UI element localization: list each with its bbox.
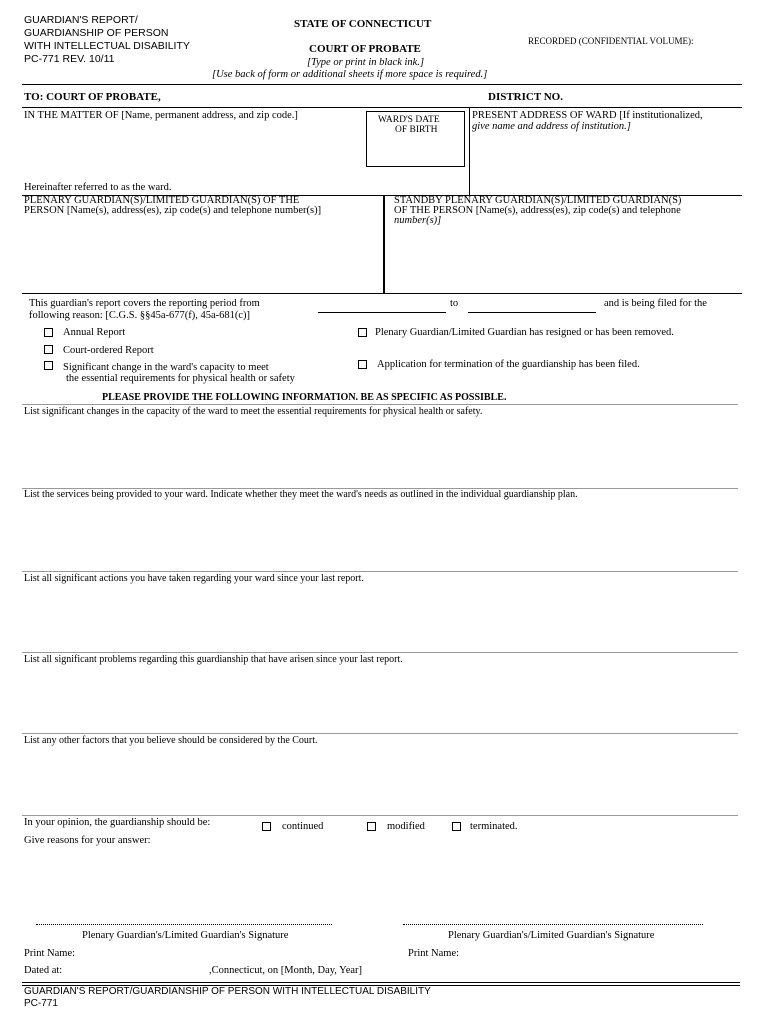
termination-label: Application for termination of the guardianship has been filed. xyxy=(377,359,640,370)
connecticut-on-label xyxy=(209,965,362,976)
period-to-label: to xyxy=(450,298,459,309)
significant-change-label-2: the essential requirements for physical health or safety xyxy=(66,373,295,384)
signature-line-left[interactable] xyxy=(36,924,332,925)
ward-divider xyxy=(469,108,470,196)
footer-rule-1 xyxy=(22,982,740,983)
resigned-label: Plenary Guardian/Limited Guardian has resigned or has been removed. xyxy=(375,327,674,338)
termination-checkbox[interactable] xyxy=(358,360,367,369)
period-to-field[interactable] xyxy=(468,312,596,313)
period-text-2: following reason: [C.G.S. §§45a-677(f), 45a-681(c)] xyxy=(29,310,251,321)
rule-q3 xyxy=(22,571,738,572)
give-reasons-label: Give reasons for your answer: xyxy=(24,835,151,846)
hereinafter-text: Hereinafter referred to as the ward. xyxy=(24,182,172,193)
rule-to xyxy=(22,107,742,108)
form-title-line-3: WITH INTELLECTUAL DISABILITY xyxy=(24,40,190,52)
plenary-label-1: PLENARY GUARDIAN(S)/LIMITED GUARDIAN(S) OF THE xyxy=(24,195,300,206)
present-address-label-2: give name and address of institution.] xyxy=(472,121,631,132)
question-5: List any other factors that you believe should be considered by the Court. xyxy=(24,735,318,746)
court-ordered-label: Court-ordered Report xyxy=(63,345,154,356)
dob-label-1: WARD'S DATE xyxy=(378,115,440,125)
present-address-label-1: PRESENT ADDRESS OF WARD [If institutionalized, xyxy=(472,110,703,121)
footer-title: GUARDIAN'S REPORT/GUARDIANSHIP OF PERSON WITH INTELLECTUAL DISABILITY xyxy=(24,986,431,997)
form-title-line-2: GUARDIANSHIP OF PERSON xyxy=(24,27,169,39)
question-2: List the services being provided to your ward. Indicate whether they meet the ward's needs as outlined in the individual guardianship plan. xyxy=(24,489,578,500)
standby-label-2: OF THE PERSON [Name(s), address(es), zip code(s) and telephone xyxy=(394,205,681,216)
footer-id: PC-771 xyxy=(24,998,58,1009)
opinion-question: In your opinion, the guardianship should be: xyxy=(24,817,211,828)
rule-q5 xyxy=(22,733,738,734)
signature-label-right: Plenary Guardian's/Limited Guardian's Signature xyxy=(448,930,655,941)
space-instruction: [Use back of form or additional sheets if more space is required.] xyxy=(212,69,488,80)
question-4: List all significant problems regarding this guardianship that have arisen since your last report. xyxy=(24,654,403,665)
to-court-label: TO: COURT OF PROBATE, xyxy=(24,91,161,103)
standby-label-3: number(s)] xyxy=(394,215,442,226)
print-name-label-right: Print Name: xyxy=(408,948,460,959)
state-heading: STATE OF CONNECTICUT xyxy=(294,18,432,30)
modified-checkbox[interactable] xyxy=(367,822,376,831)
terminated-label: terminated. xyxy=(470,821,518,832)
significant-change-checkbox[interactable] xyxy=(44,361,53,370)
period-filed-for: and is being filed for the xyxy=(604,298,707,309)
dated-at-label: Dated at: xyxy=(24,965,63,976)
significant-change-label-1: Significant change in the ward's capacity to meet xyxy=(63,362,269,373)
matter-label xyxy=(24,110,298,121)
question-1: List significant changes in the capacity of the ward to meet the essential requirements for physical health or safety. xyxy=(24,406,483,417)
dob-label-2: OF BIRTH xyxy=(395,125,438,135)
period-text-1: This guardian's report covers the reporting period from xyxy=(29,298,260,309)
rule-top xyxy=(22,84,742,85)
rule-q4 xyxy=(22,652,738,653)
annual-report-label: Annual Report xyxy=(63,327,126,338)
annual-report-checkbox[interactable] xyxy=(44,328,53,337)
district-label: DISTRICT NO. xyxy=(488,91,563,103)
recorded-label: RECORDED (CONFIDENTIAL VOLUME): xyxy=(528,36,694,46)
form-id: PC-771 REV. 10/11 xyxy=(24,53,115,65)
modified-label: modified xyxy=(387,821,425,832)
signature-label-left: Plenary Guardian's/Limited Guardian's Signature xyxy=(82,930,289,941)
signature-line-right[interactable] xyxy=(403,924,703,925)
guardian-divider xyxy=(383,195,385,294)
rule-guardians xyxy=(22,293,742,294)
rule-opinion xyxy=(22,815,738,816)
standby-label-1: STANDBY PLENARY GUARDIAN(S)/LIMITED GUARDIAN(S) xyxy=(394,195,682,206)
terminated-checkbox[interactable] xyxy=(452,822,461,831)
form-title-line-1: GUARDIAN'S REPORT/ xyxy=(24,14,138,26)
court-ordered-checkbox[interactable] xyxy=(44,345,53,354)
resigned-checkbox[interactable] xyxy=(358,328,367,337)
plenary-label-2: PERSON [Name(s), address(es), zip code(s) and telephone number(s)] xyxy=(24,205,322,216)
print-name-label-left: Print Name: xyxy=(24,948,76,959)
rule-q1 xyxy=(22,404,738,405)
continued-checkbox[interactable] xyxy=(262,822,271,831)
matter-label-text: IN THE MATTER OF [Name, permanent address, and zip code.] xyxy=(24,110,298,121)
connecticut-on-text: ,Connecticut, on [Month, Day, Year] xyxy=(209,965,363,976)
provide-heading: PLEASE PROVIDE THE FOLLOWING INFORMATION. BE AS SPECIFIC AS POSSIBLE. xyxy=(102,392,507,403)
question-3: List all significant actions you have taken regarding your ward since your last report. xyxy=(24,573,364,584)
period-from-field[interactable] xyxy=(318,312,446,313)
court-heading: COURT OF PROBATE xyxy=(309,43,421,55)
continued-label: continued xyxy=(282,821,324,832)
type-instruction: [Type or print in black ink.] xyxy=(307,57,425,68)
